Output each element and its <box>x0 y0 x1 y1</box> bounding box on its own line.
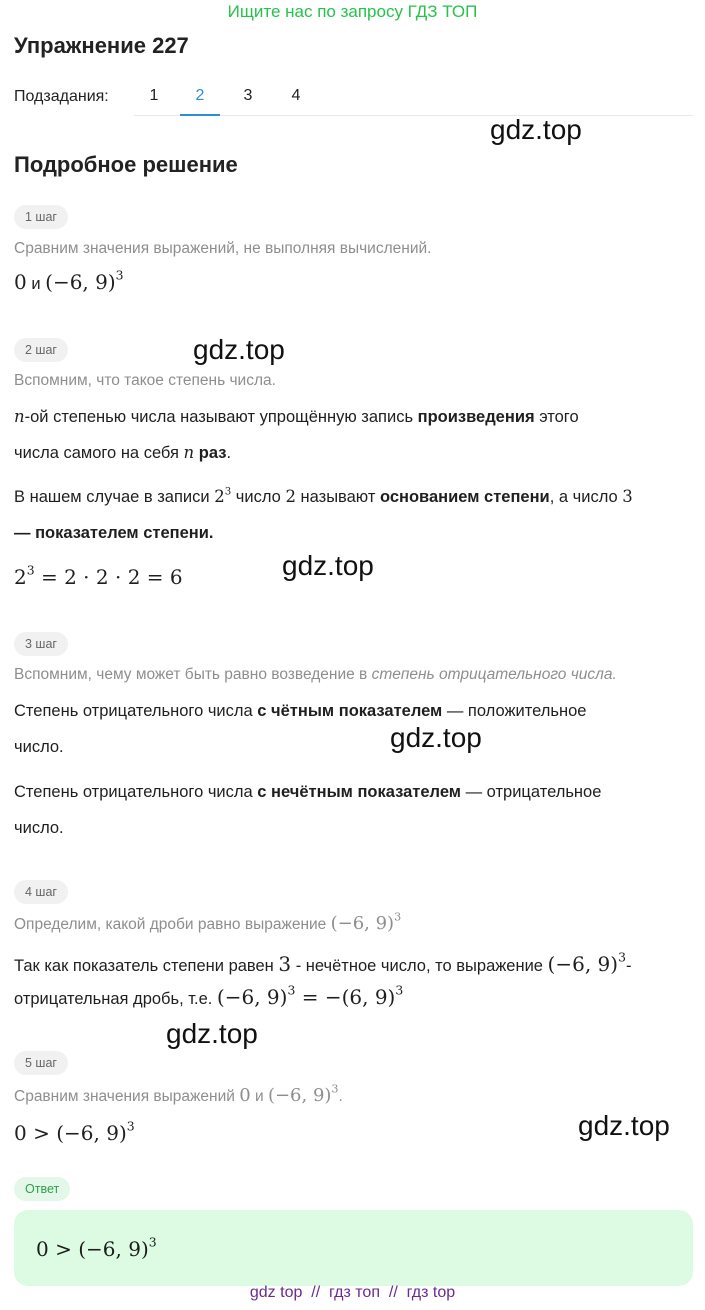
step-2-explanation-line-1: В нашем случае в записи $2^3$ число 2 называют основанием степени, а число 3 <box>14 486 633 506</box>
subtasks-nav <box>14 86 693 118</box>
step-2-formula: $2^3 = 2 \cdot 2 \cdot 2 = 6$ <box>14 562 183 589</box>
step-3-odd-line-2: число. <box>14 819 64 837</box>
step-4-line-2: отрицательная дробь, т.е. (−6, 9)$^3$ = −(6, 9)$^3$ <box>14 982 404 1009</box>
step-1-expression: 0 и (−6, 9)$^3$ <box>14 267 124 294</box>
step-3-even-line-1: Степень отрицательного числа с чётным показателем — положительное <box>14 702 587 720</box>
step-2-hint: Вспомним, что такое степень числа. <box>14 372 276 389</box>
promo-banner[interactable]: Ищите нас по запросу ГДЗ ТОП <box>227 2 478 21</box>
watermark: gdz.top <box>166 1018 258 1049</box>
step-2-explanation-line-2: — показателем степени. <box>14 524 214 542</box>
footer-links[interactable]: gdz top // гдз топ // гдз top <box>249 1284 456 1301</box>
subtasks-label: Подзадания: <box>14 88 109 105</box>
step-4-chip: 4 шаг <box>14 880 68 904</box>
answer-expression: 0 > (−6, 9)$^3$ <box>36 1234 157 1261</box>
subtask-tab-1[interactable]: 1 <box>149 87 159 104</box>
page-title: Упражнение 227 <box>14 33 189 58</box>
step-5-result: 0 > (−6, 9)$^3$ <box>14 1118 135 1145</box>
step-4-hint: Определим, какой дроби равно выражение (−6, 9)$^3$ <box>14 910 402 934</box>
answer-box <box>14 1210 693 1286</box>
step-2-definition-line-1: n-ой степенью числа называют упрощённую запись произведения этого <box>14 407 579 426</box>
step-5-hint: Сравним значения выражений 0 и (−6, 9)$^3$. <box>14 1082 343 1106</box>
watermark: gdz.top <box>578 1110 670 1141</box>
section-title: Подробное решение <box>14 152 238 177</box>
subtask-tab-2[interactable]: 2 <box>180 87 220 105</box>
watermark: gdz.top <box>390 722 482 753</box>
step-4-line-1: Так как показатель степени равен 3 - нечётное число, то выражение (−6, 9)$^3$- <box>14 949 632 976</box>
step-3-chip: 3 шаг <box>14 632 68 656</box>
step-2-definition-line-2: числа самого на себя n раз. <box>14 443 232 462</box>
subtask-tab-3[interactable]: 3 <box>243 87 253 104</box>
step-3-even-line-2: число. <box>14 738 64 756</box>
step-1-hint: Сравним значения выражений, не выполняя вычислений. <box>14 240 432 257</box>
step-1-chip: 1 шаг <box>14 205 68 229</box>
watermark: gdz.top <box>490 114 582 145</box>
step-3-odd-line-1: Степень отрицательного числа с нечётным показателем — отрицательное <box>14 783 602 801</box>
step-5-chip: 5 шаг <box>14 1051 68 1075</box>
step-2-chip: 2 шаг <box>14 338 68 362</box>
watermark: gdz.top <box>193 334 285 365</box>
step-3-hint: Вспомним, чему может быть равно возведение в степень отрицательного числа. <box>14 666 617 683</box>
watermark: gdz.top <box>282 550 374 581</box>
answer-chip: Ответ <box>14 1177 70 1201</box>
subtask-tab-4[interactable]: 4 <box>291 87 301 104</box>
